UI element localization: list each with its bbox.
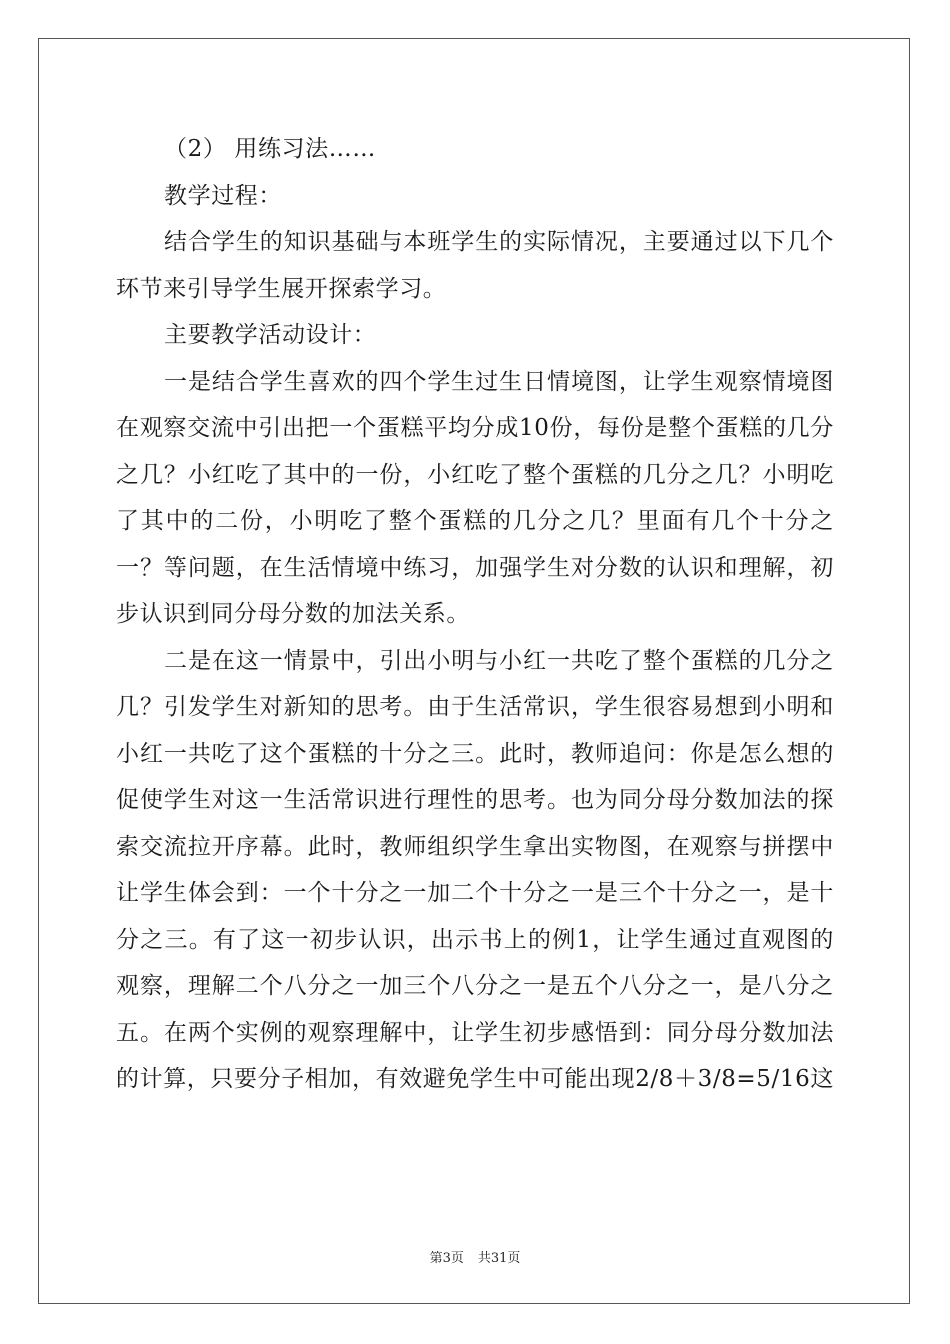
paragraph-activity-one: 一是结合学生喜欢的四个学生过生日情境图，让学生观察情境图在观察交流中引出把一个蛋糕平均分成10份，每份是整个蛋糕的几分之几？小红吃了其中的一份，小红吃了整个蛋糕的几分之几？小明吃了其中的二份，小明吃了整个蛋糕的几分之几？里面有几个十分之一？等问题，在生活情境中练习，加强学生对分数的认识和理解，初步认识到同分母分数的加法关系。	[116, 368, 834, 627]
document-body	[116, 126, 834, 1103]
paragraph-activity-design-heading: 主要教学活动设计：	[164, 322, 377, 348]
total-pages: 共31页	[477, 1251, 521, 1266]
paragraph-activity-two: 二是在这一情景中，引出小明与小红一共吃了整个蛋糕的几分之几？引发学生对新知的思考。由于生活常识，学生很容易想到小明和小红一共吃了这个蛋糕的十分之三。此时，教师追问：你是怎么想的促使学生对这一生活常识进行理性的思考。也为同分母分数加法的探索交流拉开序幕。此时，教师组织学生拿出实物图，在观察与拼摆中让学生体会到：一个十分之一加二个十分之一是三个十分之一，是十分之三。有了这一初步认识，出示书上的例1，让学生通过直观图的观察，理解二个八分之一加三个八分之一是五个八分之一，是八分之五。在两个实例的观察理解中，让学生初步感悟到：同分母分数加法的计算，只要分子相加，有效避免学生中可能出现2/8＋3/8=5/16这	[116, 647, 834, 1092]
page-footer	[0, 1247, 950, 1266]
paragraph-method-item: （2） 用练习法……	[164, 136, 376, 162]
paragraph-teaching-process-intro: 结合学生的知识基础与本班学生的实际情况，主要通过以下几个环节来引导学生展开探索学习。	[116, 229, 834, 302]
paragraph-teaching-process-heading: 教学过程：	[164, 182, 282, 209]
page-number: 第3页	[429, 1251, 464, 1266]
